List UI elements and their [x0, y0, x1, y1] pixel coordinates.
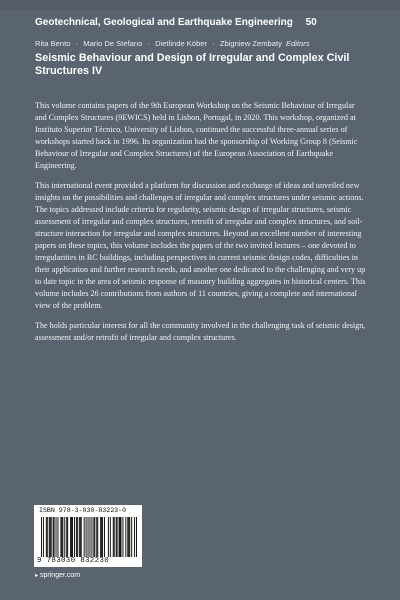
barcode-bar	[74, 517, 75, 557]
barcode-bar	[134, 517, 135, 557]
barcode-bar	[70, 517, 71, 557]
barcode-bar	[120, 517, 121, 557]
barcode-bar	[114, 517, 115, 557]
isbn-barcode-box	[34, 505, 142, 567]
editor-separator: ·	[147, 39, 150, 48]
barcode-bar	[104, 517, 105, 557]
barcode-digits: 9 783030 832230	[37, 557, 110, 565]
barcode-bar	[80, 517, 81, 557]
barcode-bar	[60, 517, 61, 557]
barcode-bar	[50, 517, 51, 557]
publisher-link[interactable]	[35, 572, 80, 579]
barcode-bar	[131, 517, 132, 557]
barcode-bar	[125, 517, 126, 557]
barcode-bar	[49, 517, 50, 557]
editor-name: Rita Bento	[35, 39, 71, 48]
publisher-url: springer.com	[40, 572, 81, 579]
book-title	[35, 52, 365, 78]
barcode-bar	[127, 517, 128, 557]
barcode-bar	[41, 517, 42, 557]
barcode-bar	[128, 517, 129, 557]
barcode-bar	[62, 517, 63, 557]
description-paragraph: This volume contains papers of the 9th European Workshop on the Seismic Behaviour of Irregular and Complex Structures (9EWICS) held in Lisbon, Portugal, in 2020. This workshop, organized at Instituto Superior Técnico, University of Lisbon, continued the successful three-annual series of workshops started back in 1996. Its organization had the sponsorship of Working Group 8 (Seismic Behaviour of Irregular and Complex Structures) of the European Association of Earthquake Engineering.	[35, 101, 358, 170]
barcode-bar	[121, 517, 122, 557]
barcode-bar	[88, 517, 89, 557]
barcode-bar	[136, 517, 137, 557]
barcode-bar	[72, 517, 73, 557]
barcode-bar	[116, 517, 117, 557]
barcode-bar	[110, 517, 111, 557]
barcode-bar	[89, 517, 90, 557]
book-title-line: Structures IV	[35, 65, 103, 77]
isbn-label: ISBN 978-3-030-83223-0	[39, 507, 127, 514]
barcode-bar	[102, 517, 103, 557]
barcode-bar	[79, 517, 80, 557]
barcode-bar	[77, 517, 78, 557]
barcode-bar	[122, 517, 123, 557]
barcode-bar	[113, 517, 114, 557]
barcode-bar	[61, 517, 62, 557]
barcode-bar	[94, 517, 95, 557]
barcode-bar	[43, 517, 44, 557]
editor-name: Dietlinde Köber	[155, 39, 208, 48]
barcode-bar	[86, 517, 87, 557]
barcode-bar	[117, 517, 118, 557]
editor-separator: ·	[75, 39, 79, 48]
barcode-bar	[97, 517, 98, 557]
editor-separator: ·	[212, 39, 215, 48]
barcode-bar	[56, 517, 57, 557]
barcode-bar	[47, 517, 48, 557]
barcode-bar	[71, 517, 72, 557]
barcode-bar	[66, 517, 67, 557]
series-line	[35, 17, 375, 28]
barcode-bar	[101, 517, 102, 557]
editor-name: Mario De Stefano	[83, 39, 143, 48]
editors-role: Editors	[286, 39, 310, 48]
description-paragraph: This international event provided a platform for discussion and exchange of ideas and unveiled new insights on the possibilities and challenges of irregular and complex structures under seismic actions. The topics addressed include criteria for regularity, seismic design of irregular structures, seismic assessment of irregular and complex structures, retrofit of irregular and complex structures, and soil-structure interaction for irregular and complex structures. Beyond an excellent number of interesting papers on these topics, this volume includes the papers of the two invited lectures – one devoted to irregularities in RC buildings, including perspectives in current seismic design codes, difficulties in their application and further research needs, and another one dedicated to the challenging and very up to date topic in the area of seismic response of masonry building aggregates in historical centers. This volume includes 26 contributions from authors of 11 countries, giving a complete and international view of the problem.	[35, 181, 366, 310]
barcode-bar	[76, 517, 77, 557]
barcode-bar	[81, 517, 82, 557]
barcode-bar	[51, 517, 52, 557]
barcode-bar	[93, 517, 94, 557]
barcode-bar	[119, 517, 120, 557]
barcode-bar	[64, 517, 65, 557]
series-number: 50	[305, 17, 317, 28]
barcode-bar	[54, 517, 55, 557]
barcode-bar	[129, 517, 130, 557]
barcode-bar	[53, 517, 54, 557]
book-title-line: Seismic Behaviour and Design of Irregular and Complex Civil	[35, 52, 350, 64]
editor-name: Zbigniew Zembaty	[219, 39, 282, 48]
barcode-bar	[46, 517, 47, 557]
barcode	[41, 517, 137, 557]
header-band	[0, 0, 400, 10]
book-description	[35, 100, 366, 352]
barcode-bar	[108, 517, 109, 557]
series-name: Geotechnical, Geological and Earthquake Engineering	[35, 17, 293, 28]
barcode-bar	[57, 517, 58, 557]
arrow-icon: ▸	[35, 573, 39, 579]
editors-line	[35, 39, 375, 48]
barcode-bar	[67, 517, 68, 557]
barcode-bar	[91, 517, 92, 557]
barcode-bar	[84, 517, 85, 557]
barcode-bar	[96, 517, 97, 557]
description-paragraph: The holds particular interest for all the community involved in the challenging task of seismic design, assessment and/or retrofit of irregular and complex structures.	[35, 321, 366, 342]
barcode-bar	[100, 517, 101, 557]
